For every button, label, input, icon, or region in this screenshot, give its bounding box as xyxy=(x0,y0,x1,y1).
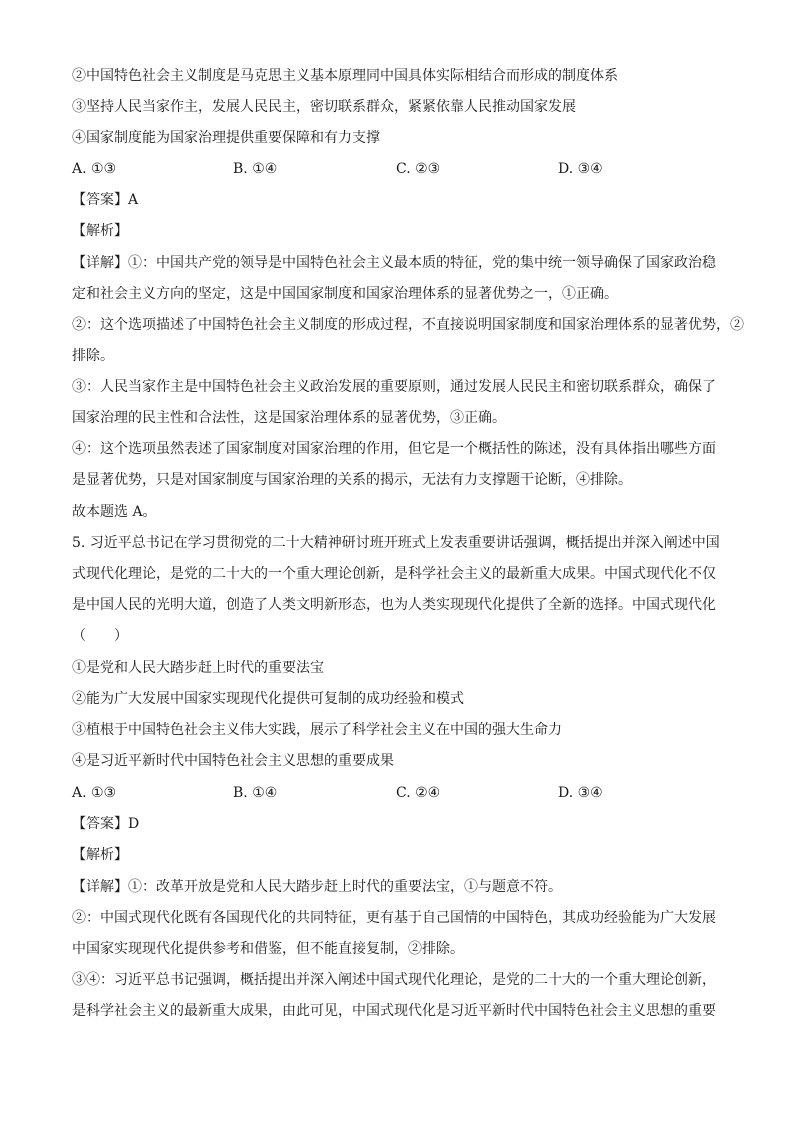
q4-conclusion: 故本题选 A。 xyxy=(72,504,157,520)
q5-statement-2: ②能为广大发展中国家实现现代化提供可复制的成功经验和模式 xyxy=(72,691,464,707)
q4-statement-4: ④国家制度能为国家治理提供重要保障和有力支撑 xyxy=(72,130,380,146)
q4-explanation-line: 定和社会主义方向的坚定，这是中国国家制度和国家治理体系的显著优势之一，①正确。 xyxy=(72,286,618,302)
q5-option-c: C. ②④ xyxy=(396,785,441,801)
q4-option-b: B. ①④ xyxy=(233,161,278,177)
q5-stem-line: 5. 习近平总书记在学习贯彻党的二十大精神研讨班开班式上发表重要讲话强调，概括提出并深入阐述中国 xyxy=(72,535,720,551)
q4-option-a: A. ①③ xyxy=(72,161,117,177)
q5-explanation-line: 中国家实现现代化提供参考和借鉴，但不能直接复制，②排除。 xyxy=(72,941,464,957)
q4-explanation-line: 排除。 xyxy=(72,348,114,364)
q4-options xyxy=(72,159,752,179)
q4-analysis-label: 【解析】 xyxy=(72,223,128,239)
q4-explanation-line: 【详解】①：中国共产党的领导是中国特色社会主义最本质的特征，党的集中统一领导确保了国家政治稳 xyxy=(72,255,716,271)
q4-statement-2: ②中国特色社会主义制度是马克思主义基本原理同中国具体实际相结合而形成的制度体系 xyxy=(72,68,618,84)
q4-explanation-line: 国家治理的民主性和合法性，这是国家治理体系的显著优势，③正确。 xyxy=(72,410,506,426)
q4-explanation-line: 是显著优势，只是对国家制度与国家治理的关系的揭示，无法有力支撑题干论断，④排除。 xyxy=(72,472,632,488)
q4-option-d: D. ③④ xyxy=(558,161,603,177)
q4-option-c: C. ②③ xyxy=(396,161,441,177)
q5-analysis-label: 【解析】 xyxy=(72,847,128,863)
q4-explanation-line: ③：人民当家作主是中国特色社会主义政治发展的重要原则，通过发展人民民主和密切联系群众，确保了 xyxy=(72,379,716,395)
q5-stem-line: 是中国人民的光明大道，创造了人类文明新形态，也为人类实现现代化提供了全新的选择。中国式现代化 xyxy=(72,597,716,613)
q5-option-b: B. ①④ xyxy=(233,785,278,801)
q5-explanation-line: ③④：习近平总书记强调，概括提出并深入阐述中国式现代化理论，是党的二十大的一个重大理论创新， xyxy=(72,972,716,988)
q5-answer-blank: （ ） xyxy=(72,628,128,644)
q5-statement-3: ③植根于中国特色社会主义伟大实践，展示了科学社会主义在中国的强大生命力 xyxy=(72,722,562,738)
q5-explanation-line: ②：中国式现代化既有各国现代化的共同特征，更有基于自己国情的中国特色，其成功经验能为广大发展 xyxy=(72,910,716,926)
q5-statement-4: ④是习近平新时代中国特色社会主义思想的重要成果 xyxy=(72,753,394,769)
q4-statement-3: ③坚持人民当家作主，发展人民民主，密切联系群众，紧紧依靠人民推动国家发展 xyxy=(72,99,576,115)
q5-statement-1: ①是党和人民大踏步赶上时代的重要法宝 xyxy=(72,660,324,676)
q5-option-a: A. ①③ xyxy=(72,785,117,801)
q4-explanation-line: ②：这个选项描述了中国特色社会主义制度的形成过程，不直接说明国家制度和国家治理体系的显著优势，② xyxy=(72,317,744,333)
q5-stem-line: 式现代化理论，是党的二十大的一个重大理论创新，是科学社会主义的最新重大成果。中国式现代化不仅 xyxy=(72,566,716,582)
q5-explanation-line: 是科学社会主义的最新重大成果，由此可见，中国式现代化是习近平新时代中国特色社会主义思想的重要 xyxy=(72,1003,716,1019)
q5-option-d: D. ③④ xyxy=(558,785,603,801)
q4-answer: 【答案】A xyxy=(72,192,139,208)
q5-answer: 【答案】D xyxy=(72,816,140,832)
q5-options xyxy=(72,783,752,803)
q4-explanation-line: ④：这个选项虽然表述了国家制度对国家治理的作用，但它是一个概括性的陈述，没有具体指出哪些方面 xyxy=(72,441,716,457)
q5-explanation-line: 【详解】①：改革开放是党和人民大踏步赶上时代的重要法宝，①与题意不符。 xyxy=(72,879,562,895)
